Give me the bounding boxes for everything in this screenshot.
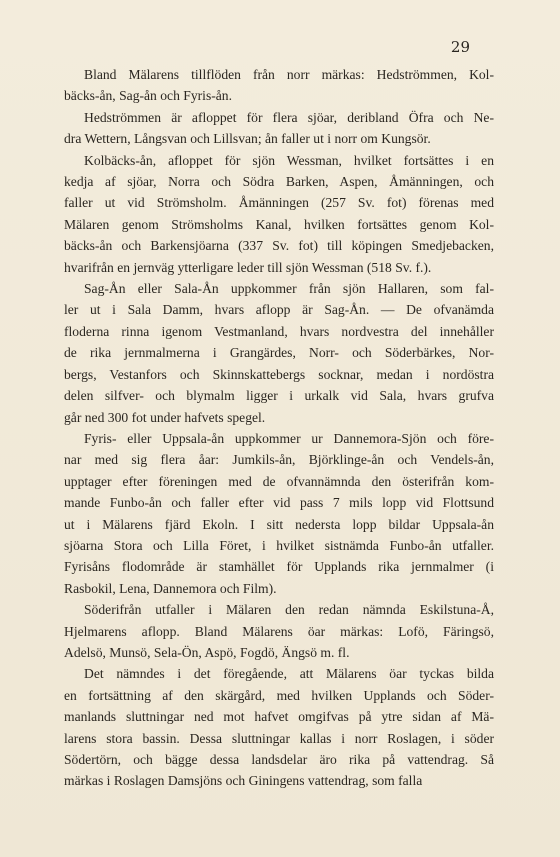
text-line: Hjelmarens aflopp. Bland Mälarens öar märkas: Lofö, Färingsö, <box>64 623 494 639</box>
text-line: delen silfver- och blymalm ligger i urkalk vid Sala, hvars grufva <box>64 388 494 404</box>
page-number: 29 <box>450 38 470 56</box>
text-line: upptager efter föreningen med de ofvannämnda den österifrån kom- <box>64 473 494 489</box>
text-line: Södertörn, och bägge dessa landsdelar äro rika på vattendrag. Så <box>64 752 494 767</box>
text-line: kedja af sjöar, Norra och Södra Barken, Aspen, Åmänningen, och <box>64 174 494 190</box>
text-line: Adelsö, Munsö, Sela-Ön, Aspö, Fogdö, Ängsö m. fl. <box>64 644 350 660</box>
text-line: Söderifrån utfaller i Mälaren den redan nämnda Eskilstuna-Å, <box>84 602 494 618</box>
paragraph <box>64 599 494 663</box>
text-line: sjöarna Stora och Lilla Föret, i hvilket sistnämda Funbo-ån utfaller. <box>64 537 494 553</box>
text-line: bäcks-ån och Barkensjöarna (337 Sv. fot) till köpingen Smedjebacken, <box>64 238 494 254</box>
paragraph <box>64 64 494 107</box>
text-line: mande Funbo-ån och faller efter vid pass 7 mils lopp vid Flottsund <box>64 495 494 511</box>
paragraph <box>64 663 494 791</box>
paragraph <box>64 107 494 150</box>
paragraph <box>64 150 494 278</box>
paragraph <box>64 428 494 599</box>
text-line: ut i Mälarens fjärd Ekoln. I sitt nedersta lopp bildar Uppsala-ån <box>64 516 494 532</box>
text-line: nar med sig flera åar: Jumkils-ån, Björklinge-ån och Vendels-ån, <box>64 452 494 468</box>
text-line: larens stora bassin. Dessa sluttningar kallas i norr Roslagen, i söder <box>64 730 494 746</box>
text-line: Det nämndes i det föregående, att Mälarens öar tyckas bilda <box>84 666 494 682</box>
text-line: Rasbokil, Lena, Dannemora och Film). <box>64 580 277 596</box>
text-line: Sag-Ån eller Sala-Ån uppkommer från sjön Hallaren, som fal- <box>84 281 494 297</box>
text-line: Kolbäcks-ån, afloppet för sjön Wessman, hvilket fortsättes i en <box>84 152 494 168</box>
text-line: bäcks-ån, Sag-ån och Fyris-ån. <box>64 88 232 104</box>
text-line: Mälaren genom Strömsholms Kanal, hvilken fortsättes genom Kol- <box>64 216 494 232</box>
paragraph <box>64 278 494 428</box>
text-line: bergs, Vestanfors och Skinnskattebergs socknar, medan i nordöstra <box>64 366 494 382</box>
text-line: Hedströmmen är afloppet för flera sjöar, deribland Öfra och Ne- <box>84 109 494 125</box>
body-text <box>64 64 494 792</box>
text-line: går ned 300 fot under hafvets spegel. <box>64 409 266 425</box>
text-line: en fortsättning af den skärgård, med hvilken Upplands och Söder- <box>64 687 494 703</box>
text-line: manlands sluttningar ned mot hafvet omgifvas på ytre sidan af Mä- <box>64 709 494 725</box>
text-line: Fyrisåns flodområde är stamhället för Upplands rika jernmalmer (i <box>64 559 494 575</box>
text-line: Bland Mälarens tillflöden från norr märkas: Hedströmmen, Kol- <box>84 67 494 82</box>
text-line: hvarifrån en jernväg ytterligare leder till sjön Wessman (518 Sv. f.). <box>64 259 432 275</box>
text-line: de rika jernmalmerna i Grangärdes, Norr- och Söderbärkes, Nor- <box>64 345 494 361</box>
text-line: dra Wettern, Långsvan och Lillsvan; ån faller ut i norr om Kungsör. <box>64 131 431 147</box>
text-line: ler ut i Sala Damm, hvars aflopp är Sag-Ån. — De ofvanämda <box>64 302 494 318</box>
text-line: floderna rinna igenom Vestmanland, hvars nordvestra del innehåller <box>64 323 494 339</box>
text-line: Fyris- eller Uppsala-ån uppkommer ur Dannemora-Sjön och före- <box>84 430 494 446</box>
text-line: faller ut vid Strömsholm. Åmänningen (257 Sv. fot) förenas med <box>64 195 494 211</box>
text-line: märkas i Roslagen Damsjöns och Giningens vattendrag, som falla <box>64 773 423 789</box>
